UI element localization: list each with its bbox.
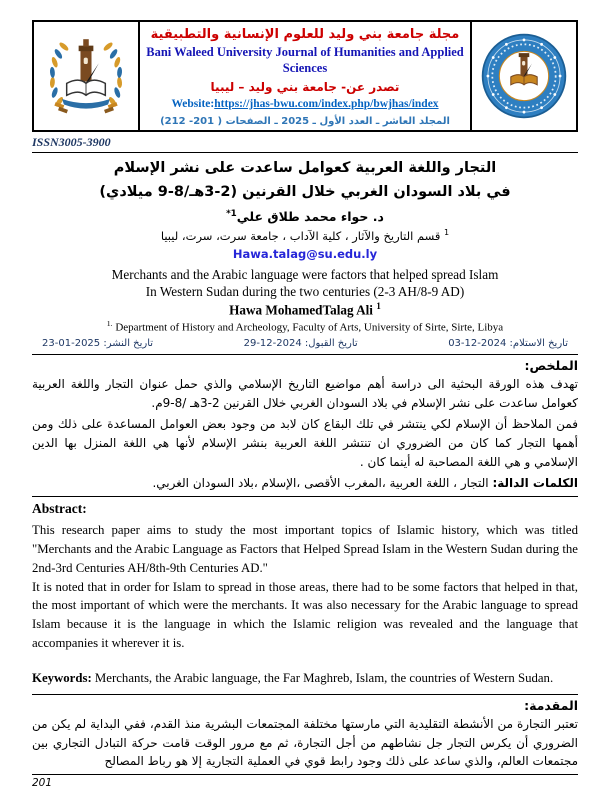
- website-line: [144, 98, 466, 110]
- introduction-heading: المقدمة:: [524, 698, 578, 714]
- abstract-arabic-paragraph-2: فمن الملاحظ أن الإسلام لكي ينتشر في تلك البقاع كان لابد من وجود بعض العوامل المساعدة على ذلك ومن أهمها التجار كما كان من الضروري ان تنتشر اللغة العربية بنشر الإسلام لأنها هي اللغة المنزل بها الدين الإسلامي و هي اللغة المصاحبة له أينما كان .: [32, 417, 578, 469]
- university-logo-icon: [34, 22, 140, 130]
- affiliation-english-superscript: 1.: [106, 319, 113, 329]
- divider: [32, 694, 578, 695]
- author-name-arabic: د. حواء محمد طلاق علي$^{1*}$: [226, 208, 384, 224]
- dates-row: [32, 334, 578, 352]
- divider: [32, 354, 578, 355]
- date-published: تاريخ النشر: 2025-01-23: [42, 338, 154, 350]
- introduction-paragraph: تعتبر التجارة من الأنشطة التقليدية التي مارستها مختلفة المجتمعات البشرية منذ القدم، ففي البداية لم يكن من الضروري أن يكرس التجار جل نشاطهم من أجل التجارة، ثم مع مرور الوقت قامت حركة التبادل التجاري بين مجتمعات العالم، والذي ساعد على ذلك وجود رابط قوي في العملية التجارية إلا هو رباط المصالح: [32, 717, 578, 769]
- affiliation-arabic: $^1$ قسم التاريخ والآثار ، كلية الآداب ، جامعة سرت، سرت، ليبيا: [160, 227, 450, 243]
- article-title-english: [32, 266, 578, 300]
- divider: [32, 496, 578, 497]
- article-title-arabic-line2: في بلاد السودان الغربي خلال القرنين (2-3هـ/8-9 ميلادي): [99, 184, 511, 201]
- keywords-arabic-label: الكلمات الدالة:: [492, 476, 578, 491]
- journal-header: [32, 20, 578, 132]
- journal-header-text: [140, 22, 470, 130]
- issn-number: ISSN3005-3900: [32, 134, 111, 149]
- issue-info: المجلد العاشر ـ العدد الأول ـ 2025 ـ الصفحات ( 201- 212): [160, 115, 450, 127]
- divider: [32, 774, 578, 775]
- journal-name-english: Bani Waleed University Journal of Humanities and Applied Sciences: [146, 45, 464, 75]
- abstract-arabic-heading: الملخص:: [524, 358, 578, 374]
- author-name-english: Hawa MohamedTalag Ali $^1$: [229, 301, 381, 318]
- website-link[interactable]: https://jhas-bwu.com/index.php/bwjhas/index: [214, 97, 439, 110]
- university-emblem-icon: [40, 30, 132, 122]
- abstract-arabic-paragraph-1: تهدف هذه الورقة البحثية الى دراسة أهم مواضيع التاريخ الإسلامي والذي حمل عنوان التجار واللغة العربية كعوامل ساعدت على نشر الإسلام في بلاد السودان الغربي خلال القرنين 2-3هـ /8-9م.: [32, 377, 578, 410]
- abstract-english-heading: Abstract:: [32, 500, 87, 516]
- page-number: 201: [32, 776, 53, 789]
- keywords-arabic: الكلمات الدالة: التجار ، اللغة العربية ،المغرب الأقصى ،الإسلام ،بلاد السودان الغربي.: [152, 476, 578, 491]
- journal-seal-icon: [480, 32, 568, 120]
- keywords-english-label: Keywords:: [32, 671, 92, 686]
- article-title-arabic: [32, 156, 578, 205]
- abstract-english-paragraph-2: It is noted that in order for Islam to spread in those areas, there had to be some factors that helped in that, the most important of which were the merchants. It was also necessary for the Arabic language to spread Islam because it is the language in which the Islamic religion was revealed and the language that accompanies it wherever it is.: [32, 579, 578, 651]
- author-english-superscript: 1: [376, 301, 381, 312]
- author-email-link[interactable]: Hawa.talag@su.edu.ly: [232, 246, 378, 261]
- date-received: تاريخ الاستلام: 2024-12-03: [448, 338, 568, 350]
- date-accepted: تاريخ القبول: 2024-12-29: [243, 338, 358, 350]
- affiliation-superscript: 1: [444, 227, 450, 237]
- article-title-english-line2: In Western Sudan during the two centuries (2-3 AH/8-9 AD): [145, 283, 465, 299]
- journal-seal: [470, 22, 576, 130]
- email-line: [32, 245, 578, 263]
- abstract-english-paragraph-1: This research paper aims to study the most important topics of Islamic history, which was titled "Merchants and the Arabic Language as Factors that Helped Spread Islam in the Western Sudan during the 2nd-3rd Centuries AH/8th-9th Centuries AD.": [32, 522, 578, 575]
- affiliation-english: $^{1.}$ Department of History and Archeology, Faculty of Arts, University of Sirte, Sirte, Libya: [106, 319, 504, 335]
- journal-name-arabic: مجلة جامعة بني وليد للعلوم الإنسانية والتطبيقية: [150, 27, 460, 42]
- divider: [32, 152, 578, 153]
- website-label: Website:: [171, 97, 215, 110]
- article-title-english-line1: Merchants and the Arabic language were factors that helped spread Islam: [111, 266, 499, 282]
- author-superscript: 1*: [226, 208, 237, 219]
- article-title-arabic-line1: التجار واللغة العربية كعوامل ساعدت على نشر الإسلام: [113, 159, 497, 176]
- keywords-english: Keywords: Merchants, the Arabic language, the Far Maghreb, Islam, the countries of Western Sudan.: [32, 671, 554, 686]
- publisher-line: تصدر عن- جامعة بني وليد – ليبيا: [210, 79, 400, 94]
